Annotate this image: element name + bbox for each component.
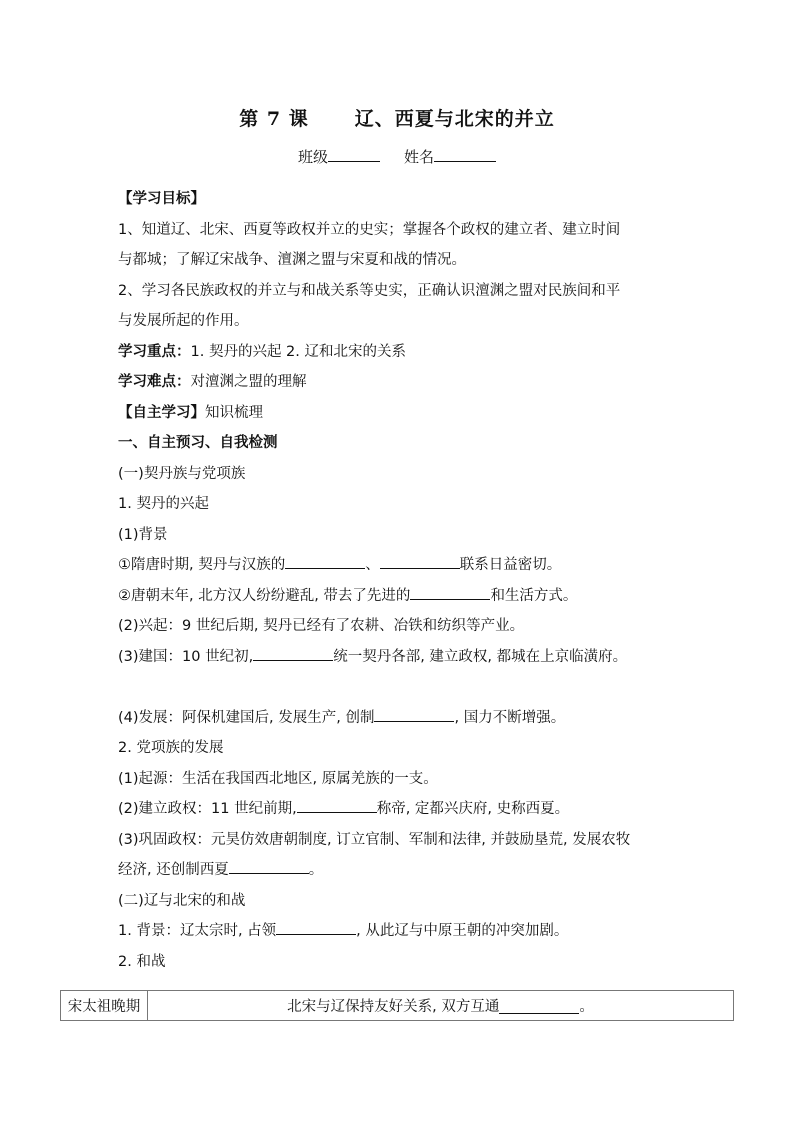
establish-item — [118, 794, 738, 825]
development-item — [118, 703, 738, 734]
difficult-points-text: 对澶渊之盟的理解 — [190, 374, 307, 390]
difficult-points — [118, 367, 738, 398]
fill-blank[interactable] — [253, 644, 333, 661]
fill-blank[interactable] — [297, 796, 377, 813]
class-blank[interactable] — [328, 147, 380, 162]
student-info-line — [0, 146, 794, 167]
key-points — [118, 337, 738, 368]
background-item-1-end: 联系日益密切。 — [459, 557, 562, 573]
lesson-number: 第 7 课 — [239, 108, 309, 130]
fill-blank[interactable] — [229, 857, 309, 874]
table-period-cell: 宋太祖晚期 — [61, 991, 148, 1020]
self-study-label: 【自主学习】 — [118, 404, 205, 421]
background-item-2 — [118, 581, 738, 612]
war-peace-heading: 2. 和战 — [118, 953, 166, 970]
fill-blank[interactable] — [374, 705, 454, 722]
self-study-suffix: 知识梳理 — [205, 404, 263, 421]
background-item-1-text: ①隋唐时期, 契丹与汉族的 — [118, 557, 286, 573]
self-study-heading — [118, 398, 738, 429]
background-item-2-end: 和生活方式。 — [490, 587, 578, 604]
lesson-title: 辽、西夏与北宋的并立 — [354, 108, 555, 130]
consolidate-end: 。 — [308, 862, 324, 878]
objective-2-line-1: 2、学习各民族政权的并立与和战关系等史实，正确认识澶渊之盟对民族间和平 — [118, 282, 621, 299]
table-description-text: 北宋与辽保持友好关系, 双方互通 — [287, 999, 500, 1015]
development-end: , 国力不断增强。 — [454, 709, 566, 726]
fill-blank[interactable] — [410, 583, 490, 600]
founding-end: 统一契丹各部, 建立政权, 都城在上京临潢府。 — [333, 648, 628, 665]
name-blank[interactable] — [434, 147, 496, 162]
table-description-cell — [148, 991, 733, 1020]
war-background — [118, 916, 738, 947]
consolidate-line-2 — [118, 855, 738, 886]
war-background-end: , 从此辽与中原王朝的冲突加剧。 — [356, 923, 569, 939]
objectives-heading: 【学习目标】 — [118, 191, 205, 207]
fill-blank[interactable] — [380, 552, 460, 569]
empty-line — [118, 672, 738, 703]
table-description-end: 。 — [579, 999, 594, 1015]
part-2-heading: (二)辽与北宋的和战 — [118, 892, 246, 909]
key-points-text: 1. 契丹的兴起 2. 辽和北宋的关系 — [190, 343, 406, 360]
khitan-rise-heading: 1. 契丹的兴起 — [118, 496, 209, 512]
name-label: 姓名 — [404, 148, 435, 166]
rise-item: (2)兴起：9 世纪后期, 契丹已经有了农耕、冶铁和纺织等产业。 — [118, 618, 525, 634]
class-label: 班级 — [297, 148, 328, 166]
section-1-heading: 一、自主预习、自我检测 — [118, 435, 278, 451]
background-label: (1)背景 — [118, 526, 168, 543]
fill-blank[interactable] — [276, 918, 356, 935]
establish-text: (2)建立政权：11 世纪前期, — [118, 801, 297, 817]
key-points-label: 学习重点： — [118, 343, 191, 360]
page-title — [0, 104, 794, 131]
development-text: (4)发展：阿保机建国后, 发展生产, 创制 — [118, 709, 375, 726]
objective-2-line-2: 与发展所起的作用。 — [118, 313, 249, 329]
establish-end: 称帝, 定都兴庆府, 史称西夏。 — [376, 801, 570, 817]
relations-table — [60, 990, 734, 1021]
consolidate-line-1: (3)巩固政权：元昊仿效唐朝制度, 订立官制、军制和法律, 并鼓励垦荒, 发展农牧 — [118, 831, 631, 848]
objective-1-line-1: 1、知道辽、北宋、西夏等政权并立的史实；掌握各个政权的建立者、建立时间 — [118, 221, 621, 238]
fill-blank[interactable] — [285, 552, 365, 569]
worksheet-content — [118, 184, 738, 977]
founding-item — [118, 642, 738, 673]
difficult-points-label: 学习难点： — [118, 374, 191, 390]
fill-blank[interactable] — [499, 997, 579, 1014]
consolidate-text: 经济, 还创制西夏 — [118, 862, 229, 878]
separator-text: 、 — [365, 557, 380, 573]
background-item-1 — [118, 550, 738, 581]
origin-item: (1)起源：生活在我国西北地区, 原属羌族的一支。 — [118, 770, 438, 787]
background-item-2-text: ②唐朝末年, 北方汉人纷纷避乱, 带去了先进的 — [118, 587, 411, 604]
founding-text: (3)建国：10 世纪初, — [118, 648, 254, 665]
objective-1-line-2: 与都城；了解辽宋战争、澶渊之盟与宋夏和战的情况。 — [118, 252, 466, 268]
war-background-text: 1. 背景：辽太宗时, 占领 — [118, 923, 277, 939]
tangut-heading: 2. 党项族的发展 — [118, 740, 224, 756]
part-1-heading: (一)契丹族与党项族 — [118, 465, 246, 482]
